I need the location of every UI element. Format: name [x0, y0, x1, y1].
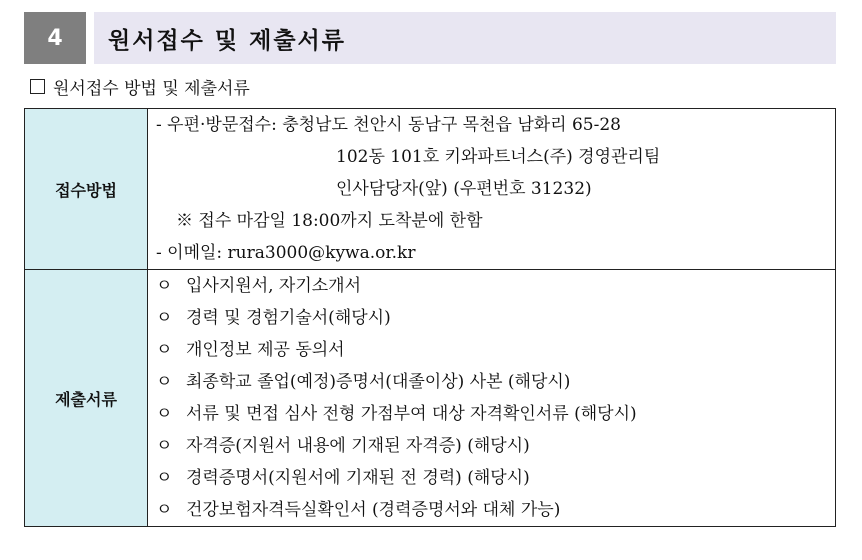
list-item-text: 개인정보 제공 동의서	[186, 340, 345, 360]
method-row	[25, 109, 836, 270]
bullet-icon: ㅇ	[156, 404, 173, 424]
list-item	[156, 430, 835, 462]
list-item-text: 경력 및 경험기술서(해당시)	[186, 308, 391, 328]
list-item	[156, 302, 835, 334]
list-item-text: 최종학교 졸업(예정)증명서(대졸이상) 사본 (해당시)	[186, 372, 571, 392]
bullet-icon: ㅇ	[156, 372, 173, 392]
method-line-recipient: 인사담당자(앞) (우편번호 31232)	[336, 179, 592, 199]
method-content	[148, 109, 836, 270]
list-item	[156, 494, 835, 526]
documents-row	[25, 270, 836, 527]
bullet-icon: ㅇ	[156, 276, 173, 296]
checkbox-icon	[30, 79, 45, 94]
list-item	[156, 398, 835, 430]
list-item-text: 건강보험자격득실확인서 (경력증명서와 대체 가능)	[186, 500, 561, 520]
section-header	[24, 12, 836, 64]
bullet-icon: ㅇ	[156, 436, 173, 456]
list-item	[156, 366, 835, 398]
list-item-text: 입사지원서, 자기소개서	[186, 276, 362, 296]
method-line-post: - 우편·방문접수: 충청남도 천안시 동남구 목천읍 남화리 65-28	[156, 115, 621, 135]
method-line-email: - 이메일: rura3000@kywa.or.kr	[156, 243, 416, 263]
section-number: 4	[24, 12, 86, 64]
submission-table	[24, 108, 836, 527]
subtitle-text: 원서접수 방법 및 제출서류	[53, 79, 250, 99]
method-label: 접수방법	[25, 109, 148, 270]
list-item	[156, 334, 835, 366]
bullet-icon: ㅇ	[156, 340, 173, 360]
documents-label: 제출서류	[25, 270, 148, 527]
list-item	[156, 462, 835, 494]
section-title: 원서접수 및 제출서류	[94, 12, 836, 64]
list-item	[156, 270, 835, 302]
subtitle	[30, 74, 250, 99]
bullet-icon: ㅇ	[156, 308, 173, 328]
bullet-icon: ㅇ	[156, 468, 173, 488]
list-item-text: 자격증(지원서 내용에 기재된 자격증) (해당시)	[186, 436, 530, 456]
list-item-text: 서류 및 면접 심사 전형 가점부여 대상 자격확인서류 (해당시)	[186, 404, 637, 424]
method-line-deadline: ※ 접수 마감일 18:00까지 도착분에 한함	[176, 211, 483, 231]
list-item-text: 경력증명서(지원서에 기재된 전 경력) (해당시)	[186, 468, 530, 488]
documents-content	[148, 270, 836, 527]
bullet-icon: ㅇ	[156, 500, 173, 520]
method-line-address: 102동 101호 키와파트너스(주) 경영관리팀	[336, 147, 661, 167]
